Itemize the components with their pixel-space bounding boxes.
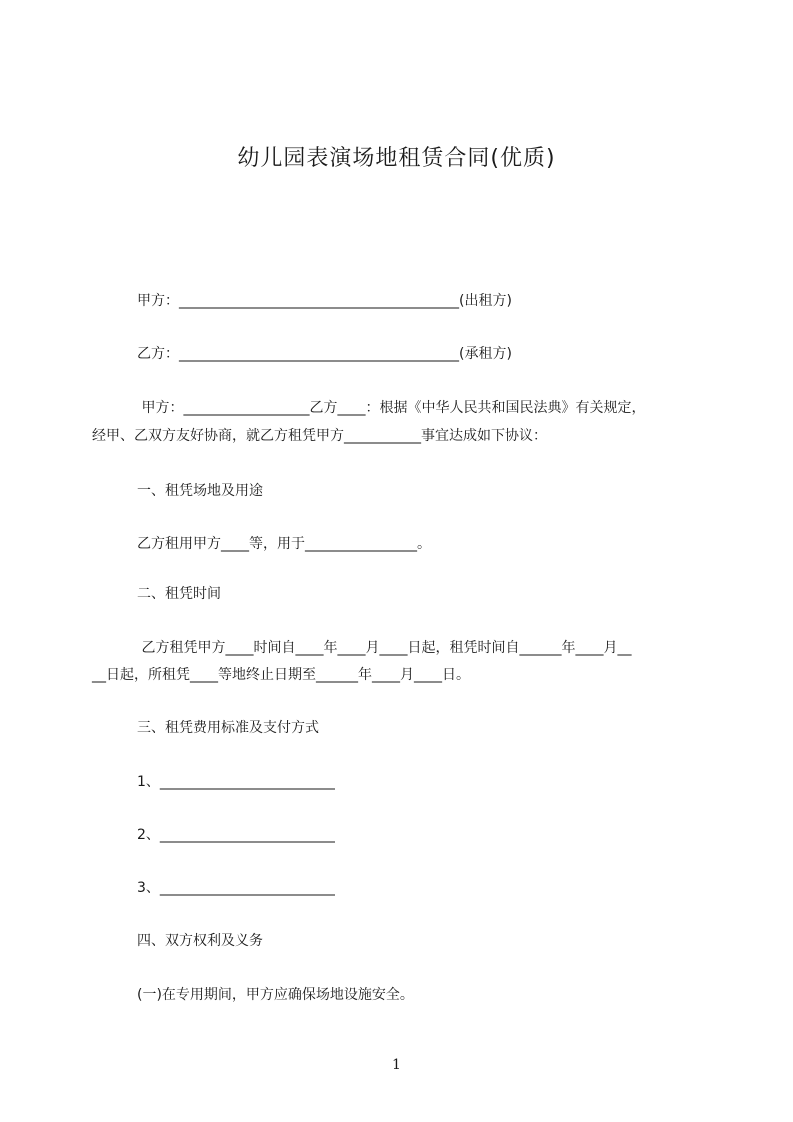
section-2-line-2: __日起，所租凭____等地终止日期至______年____月____日。 xyxy=(92,667,470,683)
section-4-item-1: (一)在专用期间，甲方应确保场地设施安全。 xyxy=(137,987,414,1003)
party-b-line: 乙方：________________________________________(承租方) xyxy=(137,346,512,362)
section-1-body: 乙方租用甲方____等，用于________________。 xyxy=(137,536,431,552)
section-3-item-3: 3、_________________________ xyxy=(137,880,335,896)
section-2-heading: 二、租凭时间 xyxy=(137,586,221,602)
section-3-item-2: 2、_________________________ xyxy=(137,827,335,843)
intro-line-2: 经甲、乙双方友好协商，就乙方租凭甲方___________事宜达成如下协议： xyxy=(92,428,547,444)
intro-line-1: 甲方：__________________乙方____：根据《中华人民共和国民法典》有关规定， xyxy=(137,400,646,416)
section-1-heading: 一、租凭场地及用途 xyxy=(137,483,263,499)
section-4-heading: 四、双方权利及义务 xyxy=(137,933,263,949)
document-title: 幼儿园表演场地租赁合同(优质) xyxy=(237,146,556,171)
party-a-line: 甲方：________________________________________(出租方) xyxy=(137,293,512,309)
section-3-heading: 三、租凭费用标准及支付方式 xyxy=(137,720,319,736)
section-2-line-1: 乙方租凭甲方____时间自____年____月____日起，租凭时间自______年____月__ xyxy=(137,640,632,656)
page-number: 1 xyxy=(392,1057,401,1073)
section-3-item-1: 1、_________________________ xyxy=(137,774,335,790)
